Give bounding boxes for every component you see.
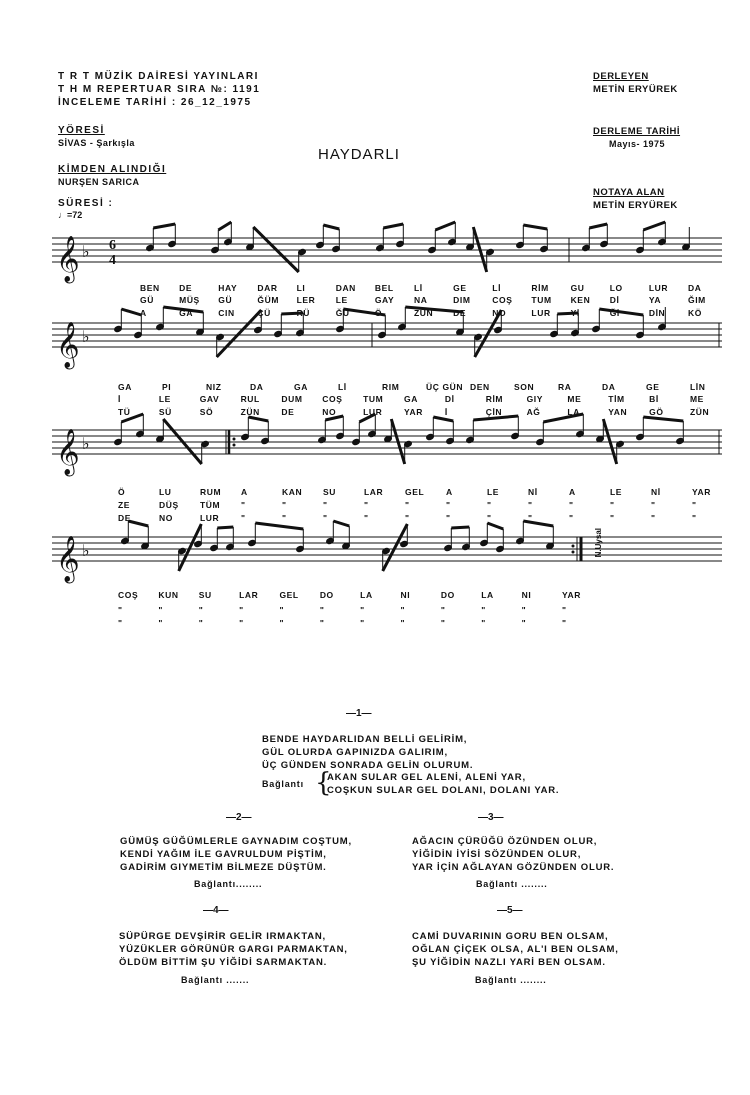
verse-line: GADİRİM GIYMETİM BİLMEZE DÜŞTÜM. xyxy=(120,862,327,873)
verse-1 xyxy=(262,733,473,772)
lyric-syllable: TÜM xyxy=(200,500,221,510)
lyric-syllable: NO xyxy=(492,308,507,318)
lyric-syllable: DE xyxy=(179,283,193,293)
lyric-syllable: Yİ xyxy=(570,308,580,318)
note-beam xyxy=(248,417,268,421)
lyric-syllable: LAR xyxy=(239,590,259,600)
lyric-syllable: " xyxy=(446,513,451,523)
publisher-line: T R T MÜZİK DAİRESİ YAYINLARI xyxy=(58,71,259,82)
lyric-syllable: İ xyxy=(444,407,448,417)
lyric-syllable: " xyxy=(481,605,486,615)
verse-2-number: —2— xyxy=(226,812,252,823)
lyric-syllable: " xyxy=(239,618,244,628)
lyric-syllable: GA xyxy=(118,382,132,392)
verse-1-number: —1— xyxy=(346,708,372,719)
lyric-syllable: NO xyxy=(322,407,337,417)
lyric-syllable: ĞIM xyxy=(688,295,706,305)
lyric-syllable: " xyxy=(239,605,244,615)
lyric-syllable: DUM xyxy=(281,394,303,404)
lyric-syllable: " xyxy=(241,500,246,510)
lyric-syllable: SU xyxy=(323,487,337,497)
lyric-syllable: YAR xyxy=(404,407,423,417)
lyric-syllable: LE xyxy=(487,487,500,497)
lyric-syllable: ÇÜ xyxy=(257,308,271,318)
lyric-syllable: Dİ xyxy=(609,295,620,305)
lyric-syllable: " xyxy=(198,605,204,615)
lyric-syllable: YAR xyxy=(562,590,581,600)
duration-label: SÜRESİ : xyxy=(58,198,114,209)
lyric-syllable: GA xyxy=(404,394,418,404)
repertoire-number-line: T H M REPERTUAR SIRA №: 1191 xyxy=(58,84,261,95)
lyric-syllable: NIZ xyxy=(206,382,222,392)
lyric-syllable: Ğİ xyxy=(609,308,620,318)
lyric-syllable: DE xyxy=(453,308,467,318)
note-beam xyxy=(323,225,339,229)
lyric-syllable: TÜ xyxy=(118,407,131,417)
collection-date-label: DERLEME TARİHİ xyxy=(593,126,681,137)
verse-line: GÜL OLURDA GAPINIZDA GALIRIM, xyxy=(262,747,448,758)
lyric-syllable: İ xyxy=(118,394,121,404)
lyric-syllable: DO xyxy=(319,590,334,600)
lyric-syllable: SÜ xyxy=(158,407,172,417)
verse-3-number: —3— xyxy=(478,812,504,823)
lyric-syllable: A xyxy=(569,487,576,497)
lyric-syllable: " xyxy=(279,605,285,615)
lyric-syllable: " xyxy=(364,513,369,523)
treble-clef-icon: 𝄞 xyxy=(56,536,80,582)
verse-line: ÖLDÜM BİTTİM ŞU YİĞİDİ SARMAKTAN. xyxy=(119,957,328,968)
lyric-syllable: RA xyxy=(558,382,572,392)
lyric-syllable: LİN xyxy=(690,382,706,392)
lyric-syllable: COŞ xyxy=(492,295,513,305)
lyric-syllable: " xyxy=(400,618,406,628)
verse-line: YİĞİDİN İYİSİ SÖZÜNDEN OLUR, xyxy=(412,849,582,860)
lyric-syllable: RÜ xyxy=(296,308,311,318)
lyric-syllable: ZÜN xyxy=(240,407,260,417)
engraver-credit: N.Uysal xyxy=(594,528,603,558)
lyric-syllable: GAV xyxy=(199,394,220,404)
lyric-syllable: BEN xyxy=(140,283,160,293)
refrain-block xyxy=(327,771,559,797)
lyric-syllable: CIN xyxy=(218,308,235,318)
source-value: NURŞEN SARICA xyxy=(58,177,140,187)
lyric-syllable: ME xyxy=(690,394,704,404)
lyric-syllable: DIM xyxy=(453,295,471,305)
lyric-syllable: " xyxy=(651,513,656,523)
lyric-syllable: LA xyxy=(567,407,580,417)
lyric-syllable: LUR xyxy=(648,283,669,293)
lyric-syllable: Ö xyxy=(374,308,383,318)
lyric-syllable: " xyxy=(528,500,533,510)
verse-line: SÜPÜRGE DEVŞİRİR GELİR IRMAKTAN, xyxy=(119,931,326,942)
lyric-syllable: " xyxy=(610,513,615,523)
lyric-syllable: ÇİN xyxy=(485,407,503,417)
flat-key-signature-icon: ♭ xyxy=(82,434,90,453)
lyric-syllable: DAN xyxy=(335,283,356,293)
verse-line: GÜMÜŞ GÜĞÜMLERLE GAYNADIM COŞTUM, xyxy=(120,836,352,847)
lyric-syllable: " xyxy=(446,500,451,510)
lyric-syllable: " xyxy=(651,500,656,510)
lyric-syllable: ÜÇ GÜN xyxy=(426,382,464,392)
source-label: KİMDEN ALINDIĞI xyxy=(58,164,167,175)
lyric-syllable: " xyxy=(323,513,328,523)
lyric-syllable: " xyxy=(481,618,486,628)
lyric-syllable: TUM xyxy=(531,295,552,305)
lyric-syllable: LAR xyxy=(364,487,384,497)
lyric-syllable: YA xyxy=(648,295,662,305)
lyric-syllable: " xyxy=(118,605,123,615)
lyric-syllable: DA xyxy=(250,382,264,392)
collection-date-value: Mayıs- 1975 xyxy=(609,139,666,149)
lyric-syllable: NI xyxy=(521,590,532,600)
lyric-syllable: DÜŞ xyxy=(159,500,179,510)
note-beam xyxy=(383,524,408,571)
lyric-syllable: " xyxy=(487,513,492,523)
lyric-syllable: " xyxy=(487,500,492,510)
notation-value: METİN ERYÜREK xyxy=(593,200,678,211)
lyric-syllable: GEL xyxy=(279,590,299,600)
lyric-syllable: LI xyxy=(296,283,306,293)
verse-4-baglanti: Bağlantı ....... xyxy=(181,975,250,985)
lyric-syllable: A xyxy=(446,487,453,497)
verse-2-baglanti: Bağlantı........ xyxy=(194,879,263,889)
note-beam xyxy=(179,524,202,571)
song-title: HAYDARLI xyxy=(318,146,400,163)
review-date-line: İNCELEME TARİHİ : 26_12_1975 xyxy=(58,97,252,108)
lyric-syllable: GÜ xyxy=(218,295,233,305)
lyric-syllable: Lİ xyxy=(492,283,502,293)
lyric-syllable: " xyxy=(323,500,328,510)
lyric-syllable: GE xyxy=(646,382,660,392)
lyric-syllable: KUN xyxy=(158,590,179,600)
note-beam xyxy=(599,309,643,315)
lyric-syllable: ĞA xyxy=(179,308,194,318)
lyric-syllable: " xyxy=(282,500,287,510)
lyric-syllable: ZE xyxy=(118,500,131,510)
lyric-syllable: DEN xyxy=(470,382,490,392)
lyric-syllable: " xyxy=(562,605,567,615)
lyric-syllable: GA xyxy=(294,382,308,392)
lyric-syllable: LE xyxy=(158,394,171,404)
lyric-syllable: LO xyxy=(609,283,623,293)
notation-label: NOTAYA ALAN xyxy=(593,187,665,198)
brace-icon: { xyxy=(315,768,332,798)
lyric-syllable: LUR xyxy=(200,513,220,523)
lyric-syllable: " xyxy=(158,618,163,628)
flat-key-signature-icon: ♭ xyxy=(82,327,90,346)
lyric-syllable: " xyxy=(319,618,325,628)
verse-2 xyxy=(120,835,352,874)
lyric-syllable: ĞÜ xyxy=(335,308,350,318)
lyric-syllable: Nİ xyxy=(528,487,538,497)
lyric-syllable: TİM xyxy=(608,394,625,404)
lyric-syllable: " xyxy=(279,618,285,628)
lyric-syllable: Bİ xyxy=(649,394,659,404)
note-beam xyxy=(255,523,303,529)
verse-line: ÜÇ GÜNDEN SONRADA GELİN OLURUM. xyxy=(262,760,474,771)
lyric-syllable: PI xyxy=(162,382,172,392)
verse-line: CAMİ DUVARININ GORU BEN OLSAM, xyxy=(412,931,609,942)
lyric-syllable: NO xyxy=(159,513,173,523)
note-beam xyxy=(153,224,175,228)
lyric-syllable: COŞ xyxy=(322,394,343,404)
lyric-syllable: " xyxy=(521,618,527,628)
lyric-syllable: LE xyxy=(335,295,348,305)
collector-label: DERLEYEN xyxy=(593,71,649,82)
lyric-syllable: GÜ xyxy=(140,295,154,305)
lyric-syllable: Lİ xyxy=(338,382,347,392)
lyric-syllable: AĞ xyxy=(526,407,541,417)
note-beam xyxy=(121,309,141,315)
verse-line: BENDE HAYDARLIDAN BELLİ GELİRİM, xyxy=(262,734,468,745)
lyric-syllable: LA xyxy=(481,590,494,600)
lyric-syllable: DE xyxy=(281,407,295,417)
lyric-syllable: RUL xyxy=(240,394,260,404)
lyric-syllable: GU xyxy=(570,283,585,293)
lyric-syllable: ZÜN xyxy=(690,407,710,417)
lyric-syllable: BEL xyxy=(374,283,394,293)
lyric-syllable: " xyxy=(118,618,123,628)
lyric-syllable: KÖ xyxy=(688,308,702,318)
lyric-syllable: RİM xyxy=(531,283,549,293)
refrain-line: COŞKUN SULAR GEL DOLANI, DOLANI YAR. xyxy=(327,785,560,796)
time-signature-top: 6 xyxy=(109,238,116,253)
lyric-syllable: " xyxy=(405,513,410,523)
lyric-syllable: DİN xyxy=(648,308,666,318)
lyric-syllable: " xyxy=(692,500,697,510)
lyric-syllable: " xyxy=(364,500,369,510)
lyric-syllable: " xyxy=(528,513,533,523)
lyric-syllable: LA xyxy=(360,590,373,600)
baglanti-label: Bağlantı xyxy=(262,779,304,789)
tempo-value: =72 xyxy=(67,210,83,220)
lyric-syllable: " xyxy=(400,605,406,615)
lyric-syllable: Lİ xyxy=(414,283,423,293)
note-beam xyxy=(333,521,349,526)
lyric-syllable: DA xyxy=(688,283,702,293)
quarter-note-icon: ♩ xyxy=(58,210,67,220)
lyric-syllable: SU xyxy=(198,590,212,600)
lyric-syllable: GIY xyxy=(526,394,544,404)
lyric-syllable: " xyxy=(610,500,615,510)
region-value: SİVAS - Şarkışla xyxy=(58,138,135,148)
lyric-syllable: YAR xyxy=(692,487,711,497)
lyric-syllable: LUR xyxy=(531,308,551,318)
note-beam xyxy=(523,225,547,229)
lyric-syllable: RIM xyxy=(382,382,400,392)
lyric-syllable: SON xyxy=(514,382,535,392)
lyric-syllable: GE xyxy=(453,283,467,293)
note-beam xyxy=(643,222,665,230)
lyric-syllable: COŞ xyxy=(118,590,139,600)
note-beam xyxy=(128,521,148,526)
lyric-syllable: " xyxy=(405,500,410,510)
lyric-syllable: Nİ xyxy=(651,487,661,497)
lyric-syllable: RUM xyxy=(200,487,222,497)
note-beam xyxy=(451,527,469,528)
verse-4-number: —4— xyxy=(203,905,229,916)
verse-5-number: —5— xyxy=(497,905,523,916)
collector-value: METİN ERYÜREK xyxy=(593,84,678,95)
lyric-syllable: HAY xyxy=(218,283,238,293)
lyric-syllable: TUM xyxy=(363,394,384,404)
lyric-syllable: ME xyxy=(567,394,582,404)
lyric-syllable: YAN xyxy=(608,407,628,417)
treble-clef-icon: 𝄞 xyxy=(56,322,80,368)
note-beam xyxy=(487,523,503,529)
region-label: YÖRESİ xyxy=(58,125,105,136)
note-beam xyxy=(433,417,453,421)
lyric-syllable: " xyxy=(198,618,204,628)
lyric-syllable: DE xyxy=(118,513,132,523)
lyric-syllable: " xyxy=(562,618,567,628)
lyric-syllable: " xyxy=(360,618,365,628)
lyric-syllable: " xyxy=(440,605,446,615)
lyric-syllable: ZÜN xyxy=(414,308,434,318)
lyric-syllable: DO xyxy=(440,590,455,600)
lyric-syllable: LU xyxy=(159,487,172,497)
lyric-syllable: MÜŞ xyxy=(179,295,200,305)
lyric-syllable: LUR xyxy=(363,407,383,417)
lyric-syllable: " xyxy=(521,605,527,615)
lyric-syllable: KEN xyxy=(570,295,591,305)
verse-line: AĞACIN ÇÜRÜĞÜ ÖZÜNDEN OLUR, xyxy=(412,836,598,847)
note-beam xyxy=(435,222,455,230)
treble-clef-icon: 𝄞 xyxy=(56,236,80,282)
lyric-syllable: GAY xyxy=(374,295,395,305)
verse-line: YÜZÜKLER GÖRÜNÜR GARGI PARMAKTAN, xyxy=(119,944,348,955)
lyric-syllable: LE xyxy=(610,487,623,497)
lyric-syllable: DA xyxy=(602,382,616,392)
lyric-syllable: GÖ xyxy=(649,407,664,417)
note-beam xyxy=(217,527,233,528)
lyric-syllable: " xyxy=(569,500,574,510)
flat-key-signature-icon: ♭ xyxy=(82,242,90,261)
treble-clef-icon: 𝄞 xyxy=(56,429,80,475)
lyric-syllable: Ö xyxy=(118,487,126,497)
verse-line: YAR İÇİN AĞLAYAN GÖZÜNDEN OLUR. xyxy=(412,862,615,873)
note-beam xyxy=(643,417,683,421)
lyric-syllable: " xyxy=(692,513,697,523)
verse-5 xyxy=(412,930,619,969)
lyric-syllable: " xyxy=(158,605,163,615)
verse-line: KENDİ YAĞIM İLE GAVRULDUM PİŞTİM, xyxy=(120,849,327,860)
lyric-syllable: RİM xyxy=(485,394,504,404)
lyric-syllable: " xyxy=(319,605,325,615)
lyric-syllable: ĞÜM xyxy=(257,295,280,305)
lyric-syllable: NA xyxy=(414,295,428,305)
verse-line: OĞLAN ÇİÇEK OLSA, AL'I BEN OLSAM, xyxy=(412,944,619,955)
verse-3-baglanti: Bağlantı ........ xyxy=(476,879,548,889)
lyric-syllable: NI xyxy=(400,590,411,600)
lyric-syllable: KAN xyxy=(282,487,303,497)
lyric-syllable: SÖ xyxy=(199,407,214,417)
verse-line: ŞU YİĞİDİN NAZLI YARİ BEN OLSAM. xyxy=(412,957,606,968)
lyric-syllable: " xyxy=(440,618,446,628)
flat-key-signature-icon: ♭ xyxy=(82,541,90,560)
refrain-line: AKAN SULAR GEL ALENİ, ALENİ YAR, xyxy=(327,772,526,783)
lyric-syllable: DAR xyxy=(257,283,278,293)
lyric-syllable: " xyxy=(360,605,365,615)
lyric-syllable: " xyxy=(282,513,287,523)
lyric-syllable: " xyxy=(569,513,574,523)
note-beam xyxy=(383,224,403,228)
lyric-syllable: " xyxy=(241,513,246,523)
verse-5-baglanti: Bağlantı ........ xyxy=(475,975,547,985)
time-signature-bottom: 4 xyxy=(109,253,116,268)
note-beam xyxy=(218,222,231,230)
lyric-syllable: LER xyxy=(296,295,316,305)
lyric-syllable: A xyxy=(241,487,248,497)
lyric-syllable: GEL xyxy=(405,487,425,497)
lyric-syllable: A xyxy=(140,308,147,318)
lyric-syllable: Dİ xyxy=(444,394,455,404)
verse-4 xyxy=(119,930,348,969)
note-beam xyxy=(589,224,607,228)
verse-3 xyxy=(412,835,614,874)
